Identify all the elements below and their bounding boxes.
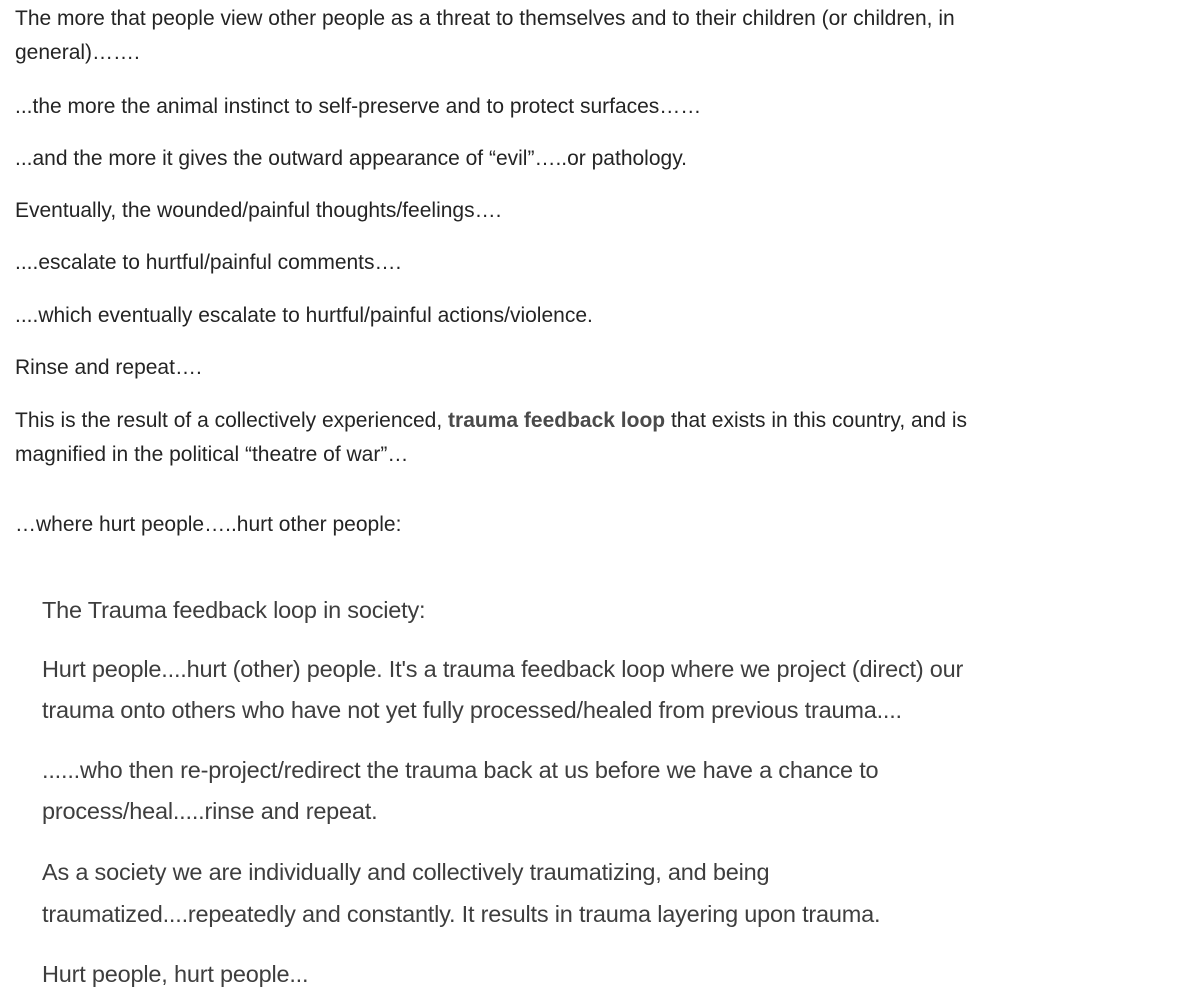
quote-hurt-line1: Hurt people....hurt (other) people. It's a trauma feedback loop where we project (direct) our [42,656,964,682]
result-text-before: This is the result of a collectively experienced, [15,409,449,432]
paragraph-violence: ....which eventually escalate to hurtful/painful actions/violence. [15,304,593,327]
paragraph-result-line2: magnified in the political “theatre of war”… [15,443,409,466]
paragraph-threat-line1: The more that people view other people as a threat to themselves and to their children (or children, in [15,7,955,30]
quote-closing: Hurt people, hurt people... [42,961,309,987]
paragraph-evil: ...and the more it gives the outward appearance of “evil”…..or pathology. [15,147,687,170]
paragraph-result-line1 [15,404,967,438]
paragraph-comments: ....escalate to hurtful/painful comments…. [15,251,402,274]
paragraph-hurt-people: …where hurt people…..hurt other people: [15,513,402,536]
paragraph-eventually: Eventually, the wounded/painful thoughts/feelings…. [15,199,502,222]
quote-reproject-line2: process/heal.....rinse and repeat. [42,798,378,824]
quote-society-line2: traumatized....repeatedly and constantly. It results in trauma layering upon trauma. [42,901,881,927]
paragraph-instinct: ...the more the animal instinct to self-preserve and to protect surfaces…… [15,95,702,118]
paragraph-threat-line2: general)……. [15,41,140,64]
result-text-after: that exists in this country, and is [665,409,968,432]
quote-hurt-line2: trauma onto others who have not yet fully processed/healed from previous trauma.... [42,697,902,723]
quote-reproject-line1: ......who then re-project/redirect the trauma back at us before we have a chance to [42,757,879,783]
quote-society-line1: As a society we are individually and collectively traumatizing, and being [42,859,770,885]
paragraph-rinse: Rinse and repeat…. [15,356,202,379]
quote-title: The Trauma feedback loop in society: [42,597,426,623]
trauma-feedback-loop-link[interactable]: trauma feedback loop [448,409,666,432]
